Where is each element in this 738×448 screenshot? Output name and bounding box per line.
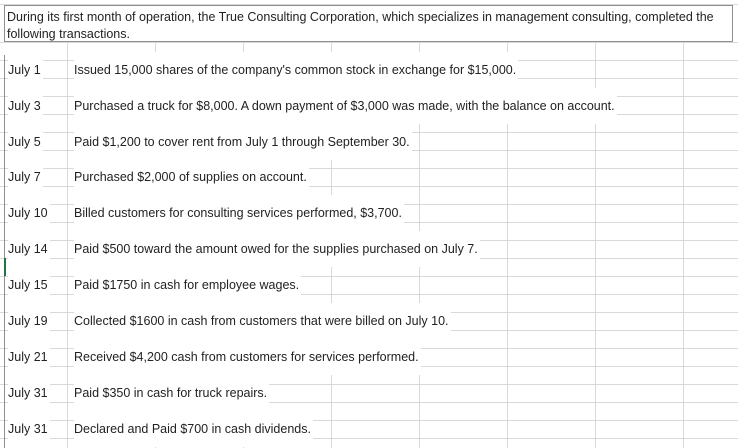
transaction-row bbox=[0, 88, 738, 124]
transaction-date-cell[interactable]: July 3 bbox=[8, 88, 43, 124]
transaction-description-cell[interactable]: Declared and Paid $700 in cash dividends. bbox=[74, 411, 313, 447]
intro-text: During its first month of operation, the True Consulting Corporation, which specializes in management consulting, completed the following transactions. bbox=[7, 10, 714, 41]
transaction-description-cell[interactable]: Paid $350 in cash for truck repairs. bbox=[74, 375, 269, 411]
transaction-description-cell[interactable]: Paid $500 toward the amount owed for the supplies purchased on July 7. bbox=[74, 231, 480, 267]
transaction-row bbox=[0, 195, 738, 231]
transaction-row bbox=[0, 231, 738, 267]
transaction-date-cell[interactable]: July 31 bbox=[8, 411, 50, 447]
transaction-row bbox=[0, 339, 738, 375]
transaction-row bbox=[0, 124, 738, 160]
transaction-description-cell[interactable]: Paid $1,200 to cover rent from July 1 through September 30. bbox=[74, 124, 412, 160]
transaction-date-cell[interactable]: July 10 bbox=[8, 195, 50, 231]
transaction-date-cell[interactable]: July 19 bbox=[8, 303, 50, 339]
transaction-row bbox=[0, 411, 738, 447]
transaction-description-cell[interactable]: Purchased $2,000 of supplies on account. bbox=[74, 159, 309, 195]
transaction-date-cell[interactable]: July 5 bbox=[8, 124, 43, 160]
transaction-date-cell[interactable]: July 21 bbox=[8, 339, 50, 375]
transaction-row bbox=[0, 52, 738, 88]
transaction-row bbox=[0, 267, 738, 303]
transaction-description-cell[interactable]: Collected $1600 in cash from customers that were billed on July 10. bbox=[74, 303, 451, 339]
transaction-date-cell[interactable]: July 14 bbox=[8, 231, 50, 267]
transaction-row bbox=[0, 303, 738, 339]
transaction-date-cell[interactable]: July 15 bbox=[8, 267, 50, 303]
intro-cell[interactable] bbox=[4, 5, 733, 42]
transaction-description-cell[interactable]: Issued 15,000 shares of the company's common stock in exchange for $15,000. bbox=[74, 52, 518, 88]
transaction-date-cell[interactable]: July 31 bbox=[8, 375, 50, 411]
transaction-date-cell[interactable]: July 1 bbox=[8, 52, 43, 88]
transaction-description-cell[interactable]: Received $4,200 cash from customers for services performed. bbox=[74, 339, 421, 375]
transaction-description-cell[interactable]: Billed customers for consulting services performed, $3,700. bbox=[74, 195, 404, 231]
transaction-description-cell[interactable]: Purchased a truck for $8,000. A down payment of $3,000 was made, with the balance on account. bbox=[74, 88, 617, 124]
transaction-row bbox=[0, 159, 738, 195]
transaction-row bbox=[0, 375, 738, 411]
transaction-date-cell[interactable]: July 7 bbox=[8, 159, 43, 195]
transaction-description-cell[interactable]: Paid $1750 in cash for employee wages. bbox=[74, 267, 301, 303]
